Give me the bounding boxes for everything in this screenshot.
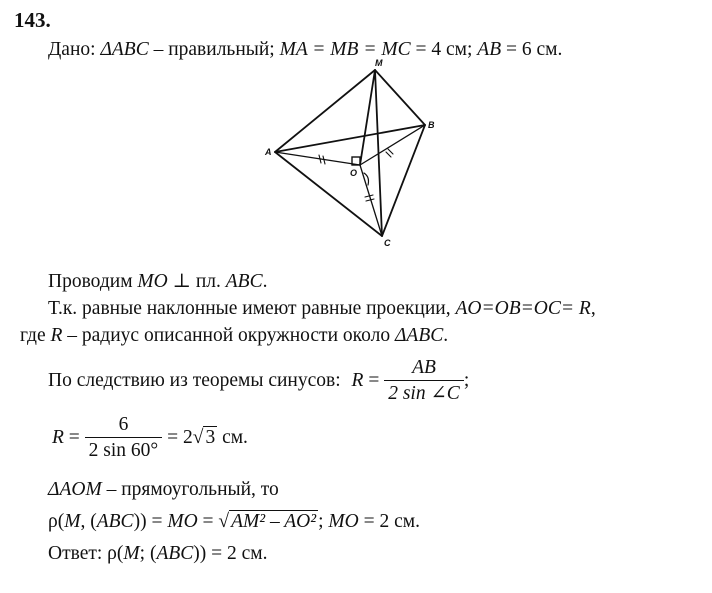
line-projections: Т.к. равные наклонные имеют равные проекции, AO=OB=OC= R, — [48, 298, 596, 319]
label-b: B — [428, 120, 435, 130]
answer-line: Ответ: ρ(M; (ABC)) = 2 см. — [48, 543, 268, 564]
height-mo — [360, 70, 375, 165]
given-ab: AB — [477, 39, 502, 60]
radius-fraction: $\frac{6}{2 \sin 60^\circ}$ — [85, 415, 163, 460]
problem-number: 143. — [14, 8, 51, 32]
edge-ma — [275, 70, 375, 152]
edge-ac — [275, 152, 382, 236]
label-m: M — [375, 58, 383, 68]
label-c: C — [384, 238, 391, 248]
given-rest: – правильный; — [148, 39, 280, 60]
edge-mb — [375, 70, 425, 125]
line-sine-theorem: По следствию из теоремы синусов: R = $\frac{AB}{2 \sin \angle C}$ ; — [48, 357, 470, 404]
line-perpendicular: Проводим MO ⊥ пл. ABC. — [48, 271, 268, 292]
given-triangle: ΔABC — [100, 39, 149, 60]
edge-bc — [382, 125, 425, 236]
given-values-unit: = 4 см; — [410, 39, 478, 60]
sqrt-sign-2: √ — [218, 511, 230, 532]
line-radius: где R – радиус описанной окружности около ΔABC. — [20, 325, 449, 346]
line-right-triangle: ΔAOM – прямоугольный, то — [48, 479, 279, 500]
label-o: O — [350, 168, 358, 178]
line-distance: ρ(M, (ABC)) = MO = √ AM² – AO² ; MO = 2 см. — [48, 511, 420, 532]
given-lead: Дано: — [48, 39, 101, 60]
given-ab-value: = 6 см. — [501, 39, 563, 60]
line-radius-value: R = $\frac{6}{2 \sin 60^\circ}$ = 2√ 3 см. — [52, 414, 248, 461]
sine-fraction: $\frac{AB}{2 \sin \angle C}$ — [384, 358, 464, 403]
given-values: MA = MB = MC — [279, 39, 411, 60]
sqrt-sign: √ — [192, 426, 204, 448]
label-a: A — [265, 147, 272, 157]
